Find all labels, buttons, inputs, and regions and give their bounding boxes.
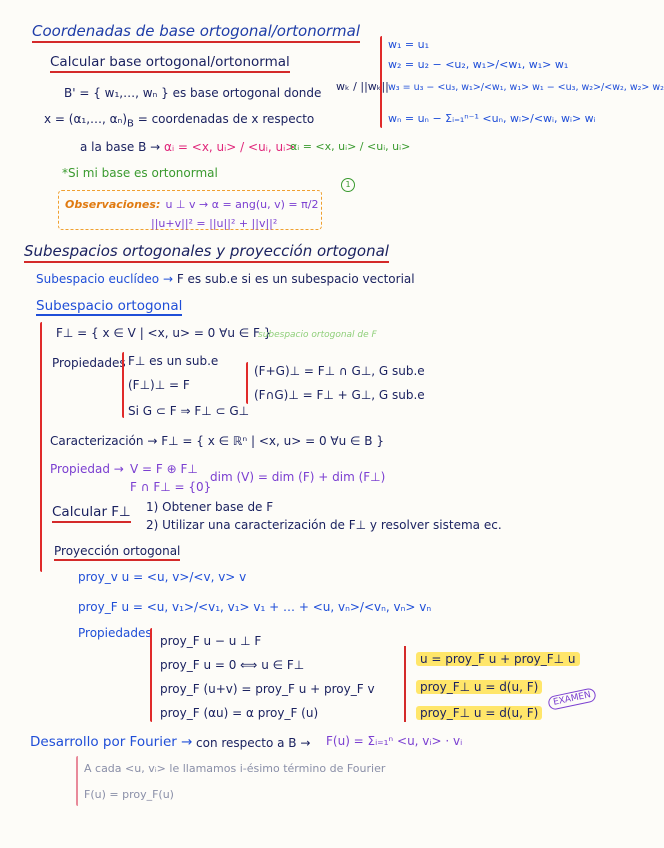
base-arrow-text: a la base B →: [80, 140, 161, 154]
coordinates-text: = coordenadas de x respecto: [137, 112, 315, 126]
alpha-orthonormal-formula: αᵢ = <x, uᵢ> / <uᵢ, uᵢ>: [290, 140, 411, 153]
proy-propiedades-brace: [150, 628, 152, 722]
observaciones-box: [58, 190, 322, 230]
propiedades-brace-2: [246, 362, 248, 404]
highlight-3: proy_F⊥ u = d(u, F): [416, 706, 542, 720]
fourier-label: Desarrollo por Fourier →: [30, 734, 193, 750]
fourier-brace: [76, 756, 78, 806]
observaciones-line2: ||u+v||² = ||u||² + ||v||²: [151, 217, 278, 230]
orthonormal-note: *Si mi base es ortonormal: [62, 166, 218, 180]
caracterizacion-text: F⊥ = { x ∈ ℝⁿ | <x, u> = 0 ∀u ∈ B }: [161, 434, 384, 448]
calcular-step-2: 2) Utilizar una caracterización de F⊥ y resolver sistema ec.: [146, 518, 502, 532]
proy-prop-2: proy_F u = 0 ⟺ u ∈ F⊥: [160, 658, 305, 672]
propiedad-label: Propiedad →: [50, 462, 124, 476]
coordinates-vector: x = (α₁,…, αₙ): [44, 112, 128, 126]
prop-2: (F⊥)⊥ = F: [128, 378, 190, 392]
prop-3: Si G ⊂ F ⇒ F⊥ ⊂ G⊥: [128, 404, 250, 418]
propiedades-brace: [122, 352, 124, 418]
euclideo-label: Subespacio euclídeo →: [36, 272, 173, 286]
proy-prop-4: proy_F (αu) = α proy_F (u): [160, 706, 319, 720]
f-perp-definition: F⊥ = { x ∈ V | <x, u> = 0 ∀u ∈ F }: [56, 326, 272, 340]
proy-propiedades-label: Propiedades: [78, 626, 152, 640]
section1-title: Coordenadas de base ortogonal/ortonormal: [32, 22, 360, 43]
propiedad-1: V = F ⊕ F⊥: [130, 462, 198, 476]
ortogonal-label: Subespacio ortogonal: [36, 298, 183, 314]
fourier-text: con respecto a B →: [196, 736, 311, 750]
fourier-formula: F(u) = Σᵢ₌₁ⁿ <u, vᵢ> · vᵢ: [326, 734, 463, 748]
f-perp-note: subespacio ortogonal de F: [258, 330, 377, 340]
caracterizacion-label: Caracterización →: [50, 434, 158, 448]
section2-title: Subespacios ortogonales y proyección ortogonal: [24, 242, 389, 263]
calcular-step-1: 1) Obtener base de F: [146, 500, 274, 514]
observaciones-line1: u ⊥ v → α = ang(u, v) = π/2: [165, 198, 319, 211]
gs-line4: wₙ = uₙ − Σᵢ₌₁ⁿ⁻¹ <uₙ, wᵢ>/<wᵢ, wᵢ> wᵢ: [388, 112, 596, 125]
propiedad-2: F ∩ F⊥ = {0}: [130, 480, 212, 494]
highlight-1: u = proy_F u + proy_F⊥ u: [416, 652, 580, 666]
gs-line2: w₂ = u₂ − <u₂, w₁>/<w₁, w₁> w₁: [388, 58, 569, 71]
ortogonal-brace: [40, 322, 42, 572]
proy-v-formula: proy_v u = <u, v>/<v, v> v: [78, 570, 247, 584]
proyeccion-label: Proyección ortogonal: [54, 544, 180, 561]
coordinates-sub: B: [127, 118, 134, 130]
observaciones-label: Observaciones:: [65, 198, 161, 211]
coordinates-line: [44, 112, 314, 129]
examen-stamp: EXAMEN: [547, 687, 597, 711]
prop-4: (F+G)⊥ = F⊥ ∩ G⊥, G sub.e: [254, 364, 425, 378]
circled-number: 1: [341, 178, 355, 192]
proy-prop-3: proy_F (u+v) = proy_F u + proy_F v: [160, 682, 375, 696]
caracterizacion-line: [50, 434, 384, 448]
section1-subtitle: Calcular base ortogonal/ortonormal: [50, 54, 290, 73]
gs-line3: w₃ = u₃ − <u₃, w₁>/<w₁, w₁> w₁ − <u₃, w₂>/<w₂, w₂> w₂: [388, 82, 664, 93]
proy-prop-1: proy_F u − u ⊥ F: [160, 634, 262, 648]
propiedades-label: Propiedades: [52, 356, 126, 370]
prop-5: (F∩G)⊥ = F⊥ + G⊥, G sub.e: [254, 388, 425, 402]
alpha-formula: αᵢ = <x, uᵢ> / <uᵢ, uᵢ>: [164, 140, 296, 154]
fourier-note-2: F(u) = proy_F(u): [84, 788, 174, 801]
normalized-fraction: wₖ / ||wₖ||: [336, 80, 389, 93]
gram-schmidt-brace: [380, 36, 382, 128]
highlight-2: proy_F⊥ u = d(u, F): [416, 680, 542, 694]
prop-1: F⊥ es un sub.e: [128, 354, 219, 368]
base-arrow-line: [80, 140, 295, 154]
euclideo-text: F es sub.e si es un subespacio vectorial: [176, 272, 415, 286]
basis-definition: B' = { w₁,…, wₙ } es base ortogonal donde: [64, 86, 322, 100]
calcular-label: Calcular F⊥: [52, 504, 131, 523]
proy-f-formula: proy_F u = <u, v₁>/<v₁, v₁> v₁ + … + <u, vₙ>/<vₙ, vₙ> vₙ: [78, 600, 432, 614]
gs-line1: w₁ = u₁: [388, 38, 429, 51]
fourier-note-1: A cada <u, vᵢ> le llamamos i-ésimo término de Fourier: [84, 762, 386, 775]
euclideo-line: [36, 272, 415, 286]
propiedad-dim: dim (V) = dim (F) + dim (F⊥): [210, 470, 386, 484]
highlight-divider: [404, 646, 406, 722]
